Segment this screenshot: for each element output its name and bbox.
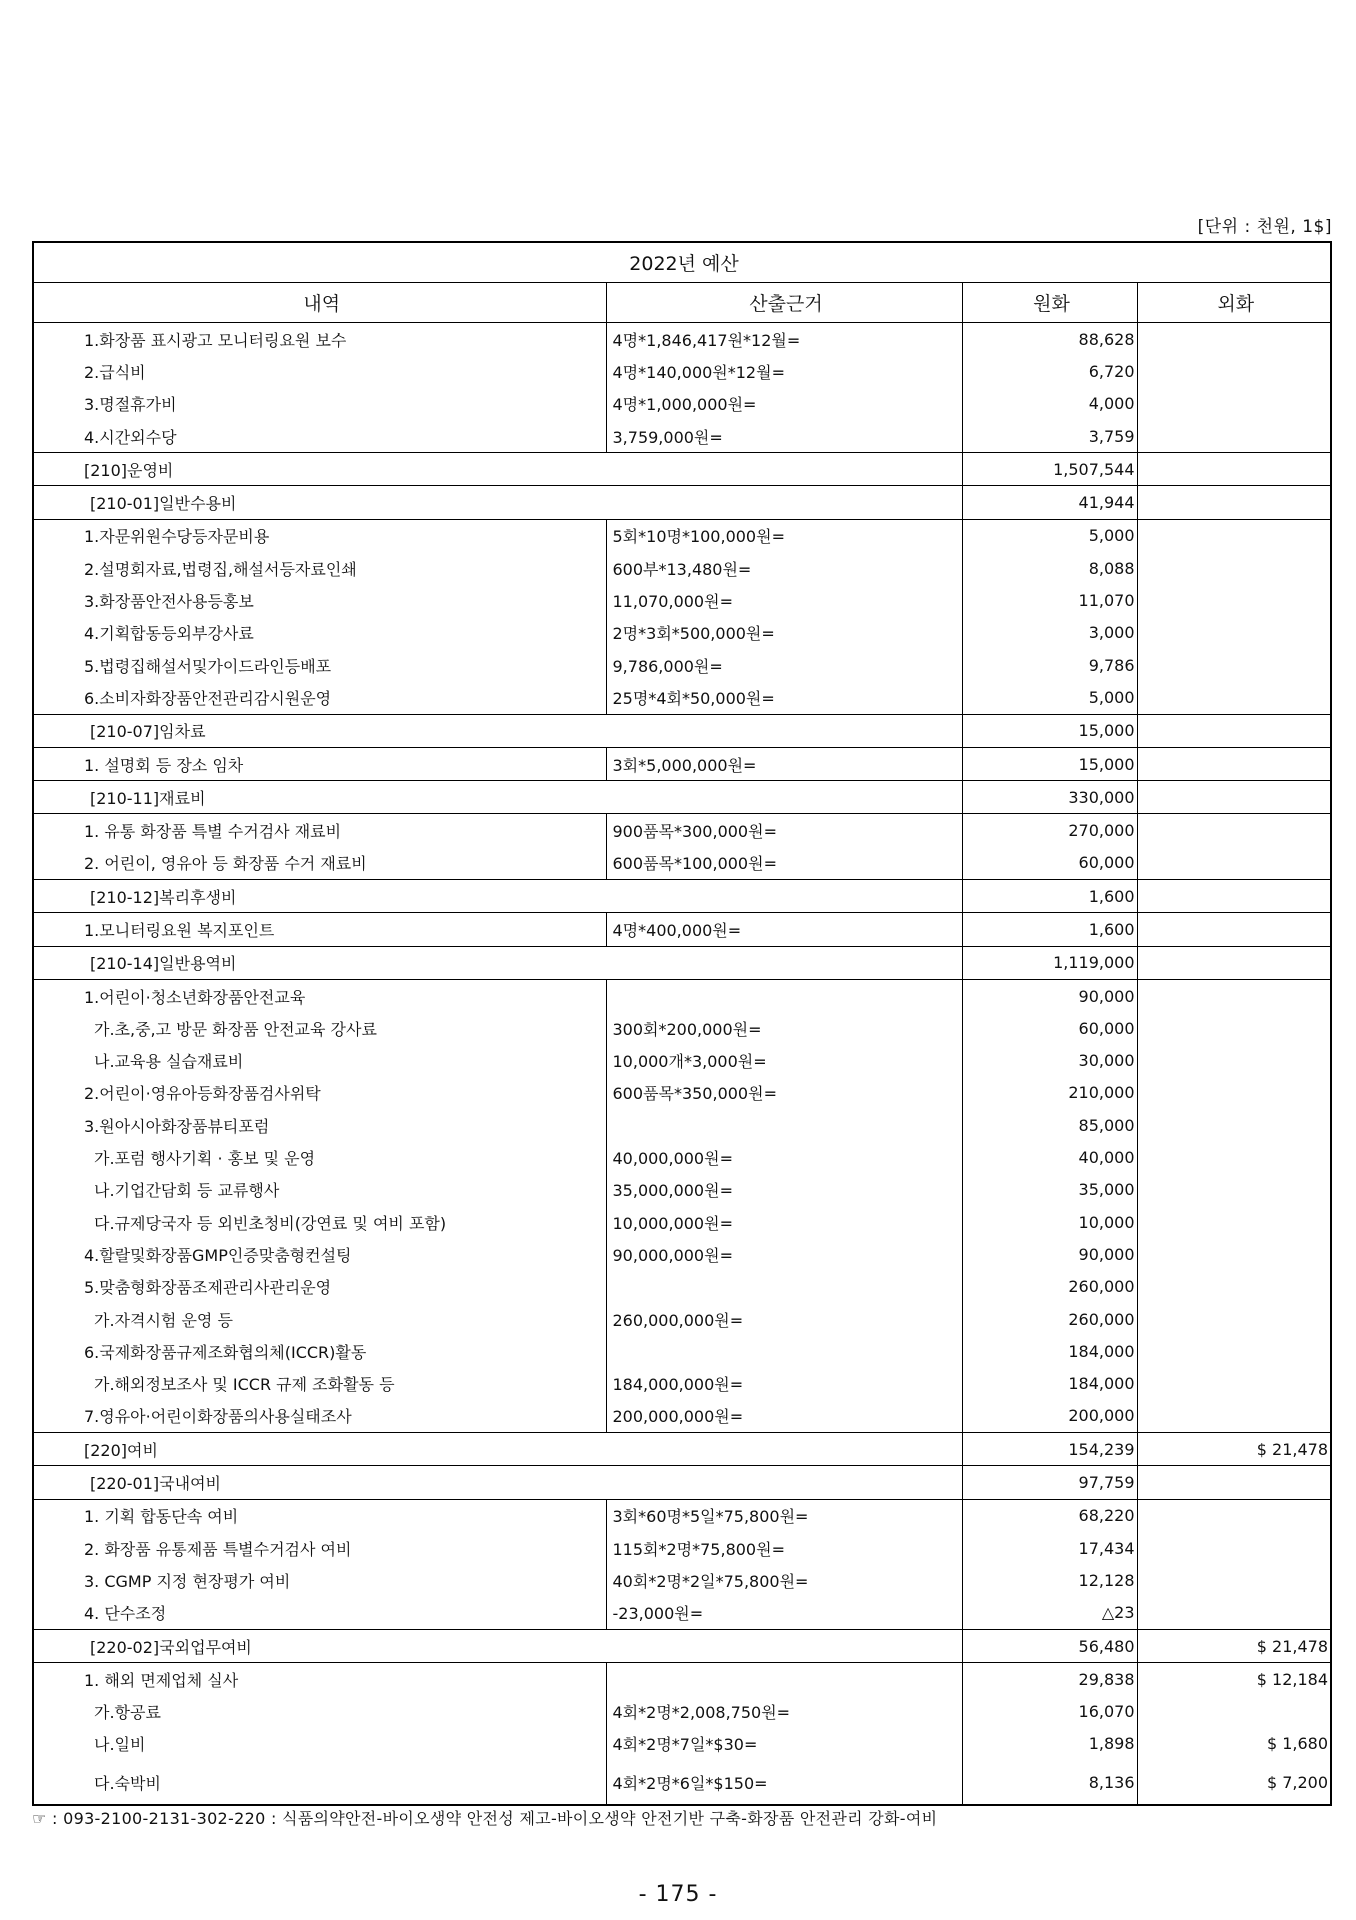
row-description: 6.소비자화장품안전관리감시원운영 — [33, 681, 606, 714]
row-basis: 4회*2명*6일*$150= — [606, 1760, 962, 1805]
row-krw-amount: 12,128 — [962, 1564, 1137, 1596]
row-description: 3.원아시아화장품뷰티포럼 — [33, 1109, 606, 1141]
row-basis: -23,000원= — [606, 1597, 962, 1630]
table-row — [33, 1109, 1331, 1141]
row-foreign-amount — [1137, 979, 1331, 1012]
table-row — [33, 323, 1331, 356]
subcategory-row — [33, 1466, 1331, 1499]
row-krw-amount: 56,480 — [962, 1629, 1137, 1662]
category-row — [33, 1433, 1331, 1466]
row-description: 다.숙박비 — [33, 1760, 606, 1805]
row-description: 1.화장품 표시광고 모니터링요원 보수 — [33, 323, 606, 356]
row-foreign-amount — [1137, 1695, 1331, 1727]
row-basis: 600품목*350,000원= — [606, 1077, 962, 1109]
row-basis: 600부*13,480원= — [606, 552, 962, 584]
subcategory-name: [210-12]복리후생비 — [33, 880, 962, 913]
row-description: 2. 화장품 유통제품 특별수거검사 여비 — [33, 1532, 606, 1564]
table-row — [33, 814, 1331, 847]
row-description: 1. 기획 합동단속 여비 — [33, 1499, 606, 1532]
row-krw-amount: 97,759 — [962, 1466, 1137, 1499]
row-krw-amount: 260,000 — [962, 1303, 1137, 1335]
row-description: 다.규제당국자 등 외빈초청비(강연료 및 여비 포함) — [33, 1206, 606, 1238]
row-description: 3. CGMP 지정 현장평가 여비 — [33, 1564, 606, 1596]
row-krw-amount: 40,000 — [962, 1141, 1137, 1173]
row-basis — [606, 1271, 962, 1303]
row-description: 1. 설명회 등 장소 임차 — [33, 747, 606, 780]
row-krw-amount: 3,000 — [962, 617, 1137, 649]
row-basis: 184,000,000원= — [606, 1368, 962, 1400]
row-foreign-amount — [1137, 681, 1331, 714]
row-foreign-amount — [1137, 1109, 1331, 1141]
row-basis: 11,070,000원= — [606, 584, 962, 616]
table-title: 2022년 예산 — [33, 242, 1331, 283]
row-foreign-amount — [1137, 1368, 1331, 1400]
table-row — [33, 913, 1331, 946]
table-row — [33, 1077, 1331, 1109]
row-description: 2.급식비 — [33, 355, 606, 387]
budget-table — [32, 241, 1332, 1806]
row-foreign-amount — [1137, 747, 1331, 780]
row-basis: 10,000,000원= — [606, 1206, 962, 1238]
row-foreign-amount — [1137, 1466, 1331, 1499]
table-row — [33, 1663, 1331, 1696]
row-description: 3.화장품안전사용등홍보 — [33, 584, 606, 616]
row-krw-amount: 5,000 — [962, 681, 1137, 714]
row-description: 나.교육용 실습재료비 — [33, 1045, 606, 1077]
row-description: 4.할랄및화장품GMP인증맞춤형컨설팅 — [33, 1238, 606, 1270]
row-basis: 260,000,000원= — [606, 1303, 962, 1335]
table-row — [33, 1728, 1331, 1760]
subcategory-row — [33, 1629, 1331, 1662]
table-row — [33, 1760, 1331, 1805]
row-foreign-amount — [1137, 814, 1331, 847]
row-foreign-amount — [1137, 323, 1331, 356]
subcategory-row — [33, 714, 1331, 747]
subcategory-name: [210-11]재료비 — [33, 781, 962, 814]
row-basis: 2명*3회*500,000원= — [606, 617, 962, 649]
row-basis: 25명*4회*50,000원= — [606, 681, 962, 714]
row-basis: 5회*10명*100,000원= — [606, 519, 962, 552]
table-row — [33, 847, 1331, 880]
row-basis: 115회*2명*75,800원= — [606, 1532, 962, 1564]
row-description: 4.기획합동등외부강사료 — [33, 617, 606, 649]
row-krw-amount: 1,600 — [962, 880, 1137, 913]
table-row — [33, 1271, 1331, 1303]
row-basis: 900품목*300,000원= — [606, 814, 962, 847]
row-basis: 200,000,000원= — [606, 1400, 962, 1433]
row-description: 1. 해외 면제업체 실사 — [33, 1663, 606, 1696]
table-row — [33, 1335, 1331, 1367]
row-description: 3.명절휴가비 — [33, 388, 606, 420]
row-description: 4. 단수조정 — [33, 1597, 606, 1630]
subcategory-row — [33, 946, 1331, 979]
row-foreign-amount — [1137, 1303, 1331, 1335]
row-krw-amount: 270,000 — [962, 814, 1137, 847]
row-description: 6.국제화장품규제조화협의체(ICCR)활동 — [33, 1335, 606, 1367]
table-row — [33, 681, 1331, 714]
row-krw-amount: 330,000 — [962, 781, 1137, 814]
row-krw-amount: 260,000 — [962, 1271, 1137, 1303]
row-basis — [606, 1335, 962, 1367]
row-krw-amount: 8,088 — [962, 552, 1137, 584]
table-row — [33, 355, 1331, 387]
row-krw-amount: 1,600 — [962, 913, 1137, 946]
subcategory-row — [33, 486, 1331, 519]
row-description: 나.일비 — [33, 1728, 606, 1760]
table-row — [33, 1532, 1331, 1564]
category-name: [220]여비 — [33, 1433, 962, 1466]
row-krw-amount: 4,000 — [962, 388, 1137, 420]
row-foreign-amount — [1137, 1499, 1331, 1532]
table-row — [33, 1695, 1331, 1727]
subcategory-name: [210-01]일반수용비 — [33, 486, 962, 519]
category-row — [33, 453, 1331, 486]
row-foreign-amount — [1137, 1206, 1331, 1238]
row-basis: 40회*2명*2일*75,800원= — [606, 1564, 962, 1596]
row-basis: 90,000,000원= — [606, 1238, 962, 1270]
row-foreign-amount — [1137, 1012, 1331, 1044]
subcategory-name: [210-07]임차료 — [33, 714, 962, 747]
row-krw-amount: 9,786 — [962, 649, 1137, 681]
row-basis: 4명*140,000원*12월= — [606, 355, 962, 387]
table-row — [33, 519, 1331, 552]
row-krw-amount: 15,000 — [962, 747, 1137, 780]
table-row — [33, 1499, 1331, 1532]
row-foreign-amount — [1137, 519, 1331, 552]
table-row — [33, 747, 1331, 780]
table-row — [33, 1045, 1331, 1077]
row-krw-amount: 88,628 — [962, 323, 1137, 356]
page-number: - 175 - — [638, 1882, 718, 1907]
row-foreign-amount — [1137, 880, 1331, 913]
row-krw-amount: 11,070 — [962, 584, 1137, 616]
subcategory-row — [33, 880, 1331, 913]
row-basis — [606, 1663, 962, 1696]
row-krw-amount: 1,898 — [962, 1728, 1137, 1760]
row-description: 1. 유통 화장품 특별 수거검사 재료비 — [33, 814, 606, 847]
row-description: 2.어린이·영유아등화장품검사위탁 — [33, 1077, 606, 1109]
row-foreign-amount — [1137, 1077, 1331, 1109]
row-basis — [606, 1109, 962, 1141]
table-row — [33, 1238, 1331, 1270]
row-krw-amount: 200,000 — [962, 1400, 1137, 1433]
row-foreign-amount — [1137, 486, 1331, 519]
row-basis: 4명*1,846,417원*12월= — [606, 323, 962, 356]
subcategory-name: [210-14]일반용역비 — [33, 946, 962, 979]
row-basis: 35,000,000원= — [606, 1174, 962, 1206]
row-foreign-amount — [1137, 1141, 1331, 1173]
table-row — [33, 552, 1331, 584]
row-foreign-amount — [1137, 1271, 1331, 1303]
table-row — [33, 1303, 1331, 1335]
row-krw-amount: 184,000 — [962, 1368, 1137, 1400]
table-row — [33, 649, 1331, 681]
unit-note: [단위 : 천원, 1$] — [1197, 217, 1332, 237]
row-basis: 300회*200,000원= — [606, 1012, 962, 1044]
row-basis: 4명*400,000원= — [606, 913, 962, 946]
row-krw-amount: 154,239 — [962, 1433, 1137, 1466]
row-description: 5.맞춤형화장품조제관리사관리운영 — [33, 1271, 606, 1303]
row-basis: 4회*2명*7일*$30= — [606, 1728, 962, 1760]
row-krw-amount: 6,720 — [962, 355, 1137, 387]
row-foreign-amount — [1137, 1564, 1331, 1596]
row-basis: 3,759,000원= — [606, 420, 962, 453]
subcategory-row — [33, 781, 1331, 814]
row-krw-amount: 41,944 — [962, 486, 1137, 519]
row-foreign-amount — [1137, 388, 1331, 420]
row-description: 1.어린이·청소년화장품안전교육 — [33, 979, 606, 1012]
row-foreign-amount — [1137, 913, 1331, 946]
row-krw-amount: 68,220 — [962, 1499, 1137, 1532]
row-krw-amount: 85,000 — [962, 1109, 1137, 1141]
row-krw-amount: 35,000 — [962, 1174, 1137, 1206]
row-description: 4.시간외수당 — [33, 420, 606, 453]
row-krw-amount: 16,070 — [962, 1695, 1137, 1727]
row-basis — [606, 979, 962, 1012]
row-krw-amount: 5,000 — [962, 519, 1137, 552]
row-foreign-amount — [1137, 847, 1331, 880]
table-row — [33, 1597, 1331, 1630]
row-foreign-amount — [1137, 1400, 1331, 1433]
row-foreign-amount — [1137, 714, 1331, 747]
row-krw-amount: △23 — [962, 1597, 1137, 1630]
row-krw-amount: 1,507,544 — [962, 453, 1137, 486]
row-foreign-amount — [1137, 1597, 1331, 1630]
row-foreign-amount: $ 21,478 — [1137, 1433, 1331, 1466]
row-description: 가.초,중,고 방문 화장품 안전교육 강사료 — [33, 1012, 606, 1044]
row-krw-amount: 17,434 — [962, 1532, 1137, 1564]
row-foreign-amount: $ 12,184 — [1137, 1663, 1331, 1696]
row-description: 2. 어린이, 영유아 등 화장품 수거 재료비 — [33, 847, 606, 880]
row-krw-amount: 60,000 — [962, 847, 1137, 880]
table-row — [33, 388, 1331, 420]
table-row — [33, 1141, 1331, 1173]
row-description: 2.설명회자료,법령집,해설서등자료인쇄 — [33, 552, 606, 584]
row-description: 가.해외정보조사 및 ICCR 규제 조화활동 등 — [33, 1368, 606, 1400]
table-row — [33, 617, 1331, 649]
row-foreign-amount: $ 1,680 — [1137, 1728, 1331, 1760]
table-row — [33, 584, 1331, 616]
subcategory-name: [220-02]국외업무여비 — [33, 1629, 962, 1662]
row-krw-amount: 30,000 — [962, 1045, 1137, 1077]
row-krw-amount: 3,759 — [962, 420, 1137, 453]
subcategory-name: [220-01]국내여비 — [33, 1466, 962, 1499]
row-foreign-amount: $ 7,200 — [1137, 1760, 1331, 1805]
header-foreign: 외화 — [1137, 283, 1331, 323]
row-foreign-amount — [1137, 420, 1331, 453]
row-foreign-amount — [1137, 1238, 1331, 1270]
header-krw: 원화 — [962, 283, 1137, 323]
budget-body — [33, 323, 1331, 1806]
row-foreign-amount — [1137, 1174, 1331, 1206]
row-description: 5.법령집해설서및가이드라인등배포 — [33, 649, 606, 681]
table-row — [33, 979, 1331, 1012]
row-foreign-amount: $ 21,478 — [1137, 1629, 1331, 1662]
row-description: 7.영유아·어린이화장품의사용실태조사 — [33, 1400, 606, 1433]
table-row — [33, 1012, 1331, 1044]
row-basis: 4회*2명*2,008,750원= — [606, 1695, 962, 1727]
row-foreign-amount — [1137, 617, 1331, 649]
row-foreign-amount — [1137, 453, 1331, 486]
table-row — [33, 1174, 1331, 1206]
table-row — [33, 1400, 1331, 1433]
row-foreign-amount — [1137, 1532, 1331, 1564]
row-basis: 40,000,000원= — [606, 1141, 962, 1173]
row-krw-amount: 210,000 — [962, 1077, 1137, 1109]
row-basis: 10,000개*3,000원= — [606, 1045, 962, 1077]
footnote: ☞ : 093-2100-2131-302-220 : 식품의약안전-바이오생약 안전성 제고-바이오생약 안전기반 구축-화장품 안전관리 강화-여비 — [32, 1809, 938, 1828]
row-foreign-amount — [1137, 649, 1331, 681]
row-basis: 3회*5,000,000원= — [606, 747, 962, 780]
category-name: [210]운영비 — [33, 453, 962, 486]
row-foreign-amount — [1137, 781, 1331, 814]
row-basis: 4명*1,000,000원= — [606, 388, 962, 420]
header-basis: 산출근거 — [606, 283, 962, 323]
row-krw-amount: 10,000 — [962, 1206, 1137, 1238]
row-krw-amount: 1,119,000 — [962, 946, 1137, 979]
row-description: 1.모니터링요원 복지포인트 — [33, 913, 606, 946]
row-krw-amount: 90,000 — [962, 1238, 1137, 1270]
row-krw-amount: 29,838 — [962, 1663, 1137, 1696]
table-row — [33, 1564, 1331, 1596]
table-row — [33, 1206, 1331, 1238]
row-foreign-amount — [1137, 355, 1331, 387]
row-basis: 3회*60명*5일*75,800원= — [606, 1499, 962, 1532]
row-foreign-amount — [1137, 946, 1331, 979]
row-krw-amount: 8,136 — [962, 1760, 1137, 1805]
row-foreign-amount — [1137, 1335, 1331, 1367]
row-description: 가.포럼 행사기획 · 홍보 및 운영 — [33, 1141, 606, 1173]
row-foreign-amount — [1137, 1045, 1331, 1077]
row-foreign-amount — [1137, 584, 1331, 616]
row-description: 가.항공료 — [33, 1695, 606, 1727]
header-description: 내역 — [33, 283, 606, 323]
row-basis: 600품목*100,000원= — [606, 847, 962, 880]
row-basis: 9,786,000원= — [606, 649, 962, 681]
table-row — [33, 1368, 1331, 1400]
row-krw-amount: 184,000 — [962, 1335, 1137, 1367]
row-foreign-amount — [1137, 552, 1331, 584]
table-row — [33, 420, 1331, 453]
row-description: 1.자문위원수당등자문비용 — [33, 519, 606, 552]
row-description: 가.자격시험 운영 등 — [33, 1303, 606, 1335]
row-krw-amount: 60,000 — [962, 1012, 1137, 1044]
row-krw-amount: 15,000 — [962, 714, 1137, 747]
row-description: 나.기업간담회 등 교류행사 — [33, 1174, 606, 1206]
row-krw-amount: 90,000 — [962, 979, 1137, 1012]
